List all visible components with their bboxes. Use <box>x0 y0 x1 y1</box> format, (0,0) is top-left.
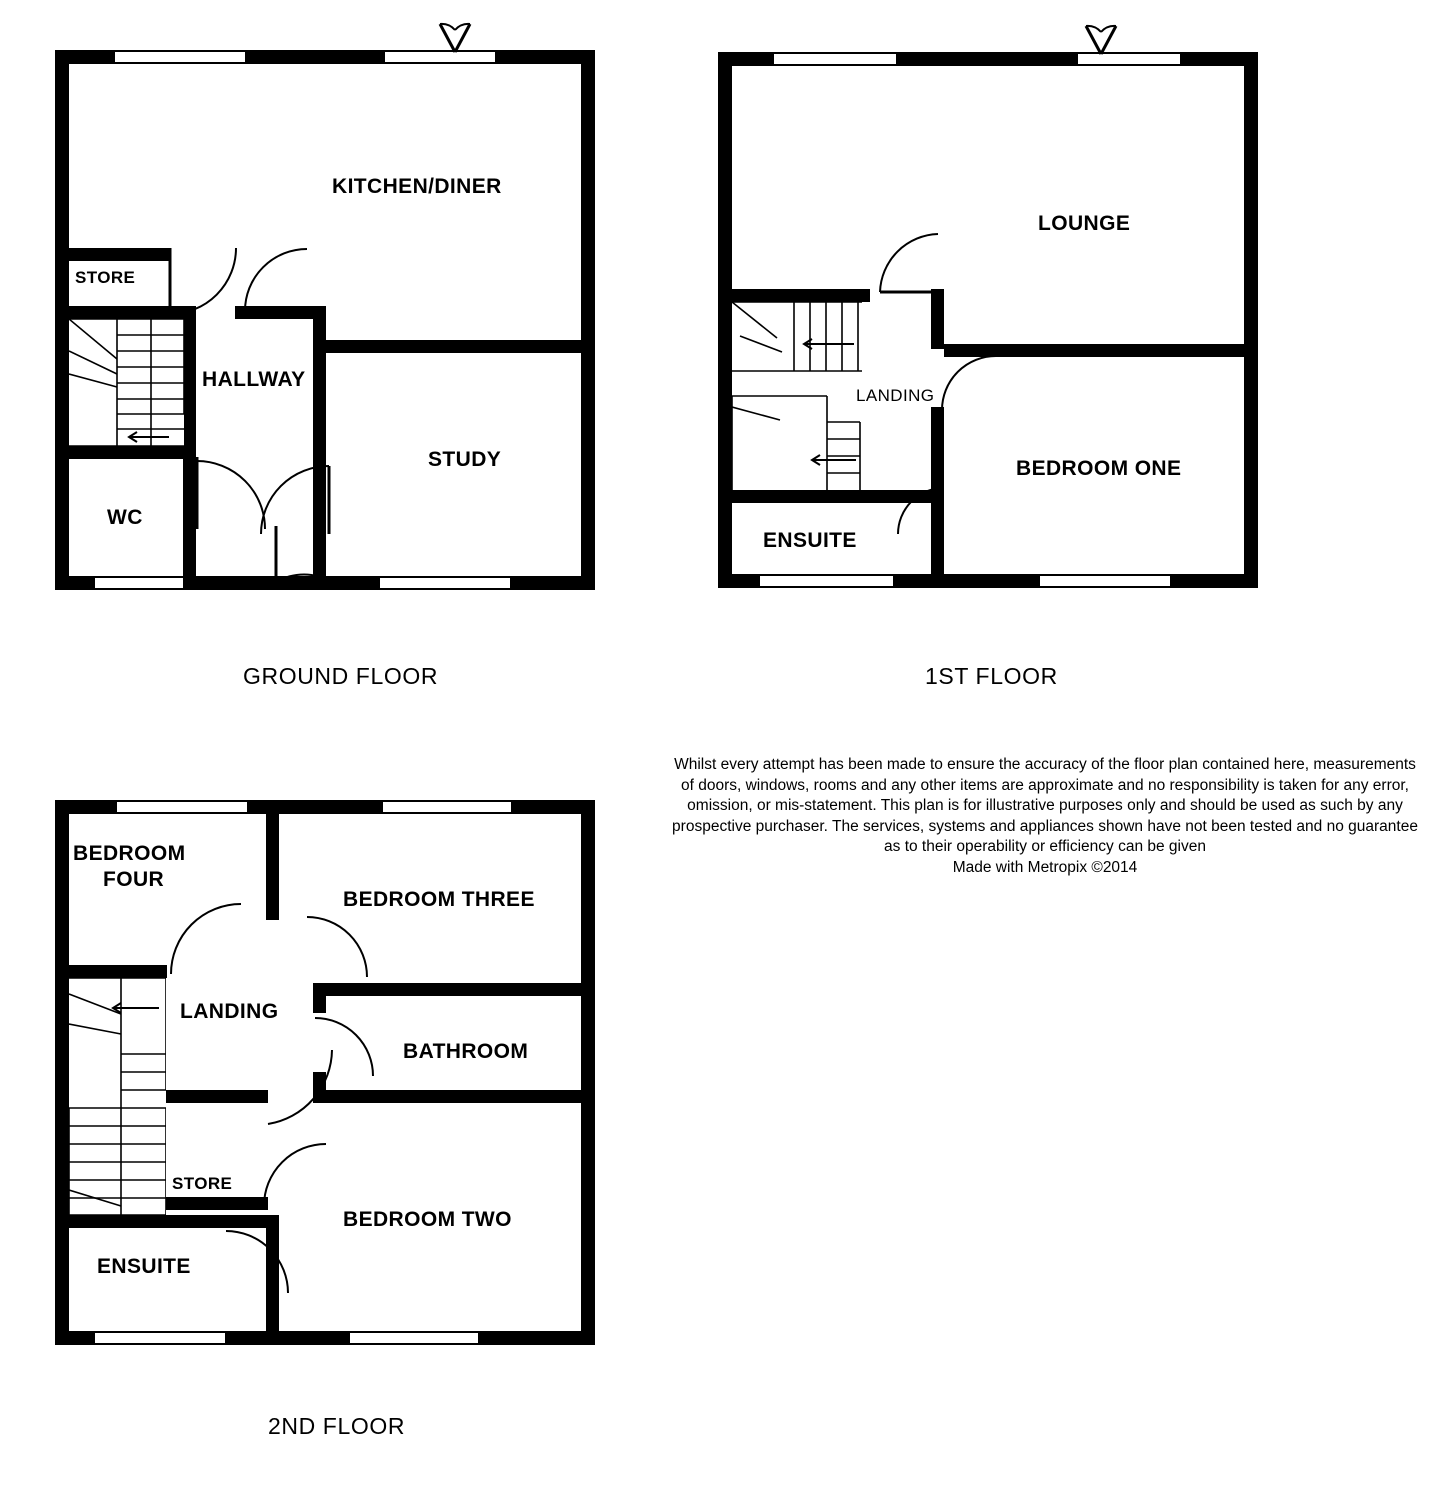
wall-exterior-right <box>581 50 595 590</box>
door-bedroom-one <box>936 352 1002 414</box>
room-label-bedroom-two: BEDROOM TWO <box>343 1208 512 1231</box>
disclaimer-line-2: of doors, windows, rooms and any other items are approximate and no responsibility is taken for any error, <box>680 776 1409 794</box>
floor-title-ground: GROUND FLOOR <box>243 663 439 689</box>
wall-bathroom-bottom <box>313 1090 595 1103</box>
wall-bedroom-four-right <box>266 800 279 920</box>
disclaimer-line-3: omission, or mis-statement. This plan is for illustrative purposes only and should be used as such by any <box>687 797 1403 815</box>
door-landing-lower <box>260 1040 340 1130</box>
staircase-second <box>69 978 166 1215</box>
room-label-bedroom-one: BEDROOM ONE <box>1016 457 1182 480</box>
wall-landing-top <box>718 289 870 302</box>
door-top-external <box>1056 24 1146 58</box>
door-store <box>260 1140 340 1212</box>
room-label-ensuite: ENSUITE <box>763 529 857 552</box>
wall-landing-right-upper <box>931 289 944 349</box>
disclaimer-block <box>655 755 1435 879</box>
wall-hallway-stair-right <box>183 306 196 446</box>
room-label-landing: LANDING <box>856 386 935 405</box>
room-label-bedroom-four-line2: FOUR <box>103 868 165 891</box>
disclaimer-line-6: Made with Metropix ©2014 <box>952 859 1138 877</box>
wall-exterior-left <box>55 800 69 1345</box>
floor-title-second: 2ND FLOOR <box>268 1413 406 1439</box>
room-label-store: STORE <box>75 268 136 287</box>
door-ensuite <box>888 482 958 542</box>
room-label-ensuite: ENSUITE <box>97 1255 191 1278</box>
ground-floor-plan <box>55 50 595 590</box>
wall-store-top <box>55 248 170 261</box>
wall-exterior-right <box>581 800 595 1345</box>
door-hallway-kitchen <box>235 245 315 315</box>
window-bottom-left <box>760 576 893 586</box>
window-bottom-right <box>1040 576 1170 586</box>
door-front-entry <box>410 22 500 56</box>
room-label-study: STUDY <box>428 448 502 471</box>
window-top-right <box>383 802 511 812</box>
door-bedroom-four <box>165 900 255 980</box>
wall-store-bottom <box>153 1197 268 1210</box>
window-top-left <box>117 802 247 812</box>
window-bottom-right <box>380 578 510 588</box>
floor-title-first: 1ST FLOOR <box>925 663 1058 689</box>
disclaimer-line-5: as to their operability or efficiency can be given <box>884 838 1206 856</box>
wall-exterior-left <box>718 52 732 588</box>
door-ensuite <box>220 1225 300 1305</box>
disclaimer-line-1: Whilst every attempt has been made to ensure the accuracy of the floor plan contained here, measurements <box>674 756 1416 773</box>
room-label-store: STORE <box>172 1174 233 1193</box>
wall-bedroom-four-bottom <box>55 965 167 978</box>
staircase-first-upper <box>732 302 862 372</box>
staircase-ground <box>69 319 184 446</box>
room-label-kitchen-diner: KITCHEN/DINER <box>332 175 502 198</box>
door-bedroom-three <box>295 905 375 985</box>
room-label-landing: LANDING <box>180 1000 279 1023</box>
room-label-bedroom-four-line1: BEDROOM <box>73 842 186 865</box>
wall-study-top <box>313 340 595 353</box>
wall-exterior-right <box>1244 52 1258 588</box>
door-hallway-rear <box>270 520 350 600</box>
window-bottom-left <box>95 578 190 588</box>
first-floor-plan <box>718 52 1258 588</box>
room-label-hallway: HALLWAY <box>202 368 306 391</box>
window-bottom-left <box>95 1333 225 1343</box>
window-top-left <box>774 54 896 64</box>
door-lounge <box>866 230 946 296</box>
window-top-left <box>115 52 245 62</box>
room-label-bedroom-three: BEDROOM THREE <box>343 888 535 911</box>
wall-store-top <box>153 1090 268 1103</box>
wall-wc-top <box>55 446 196 459</box>
room-label-bathroom: BATHROOM <box>403 1040 529 1063</box>
wall-bathroom-left <box>313 983 326 1013</box>
window-bottom-right <box>350 1333 478 1343</box>
staircase-first-lower <box>732 382 862 490</box>
room-label-wc: WC <box>107 506 143 529</box>
disclaimer-line-4: prospective purchaser. The services, systems and appliances shown have not been tested and no guarantee <box>672 817 1418 835</box>
wall-exterior-left <box>55 50 69 590</box>
room-label-lounge: LOUNGE <box>1038 212 1131 235</box>
second-floor-plan <box>55 800 595 1345</box>
